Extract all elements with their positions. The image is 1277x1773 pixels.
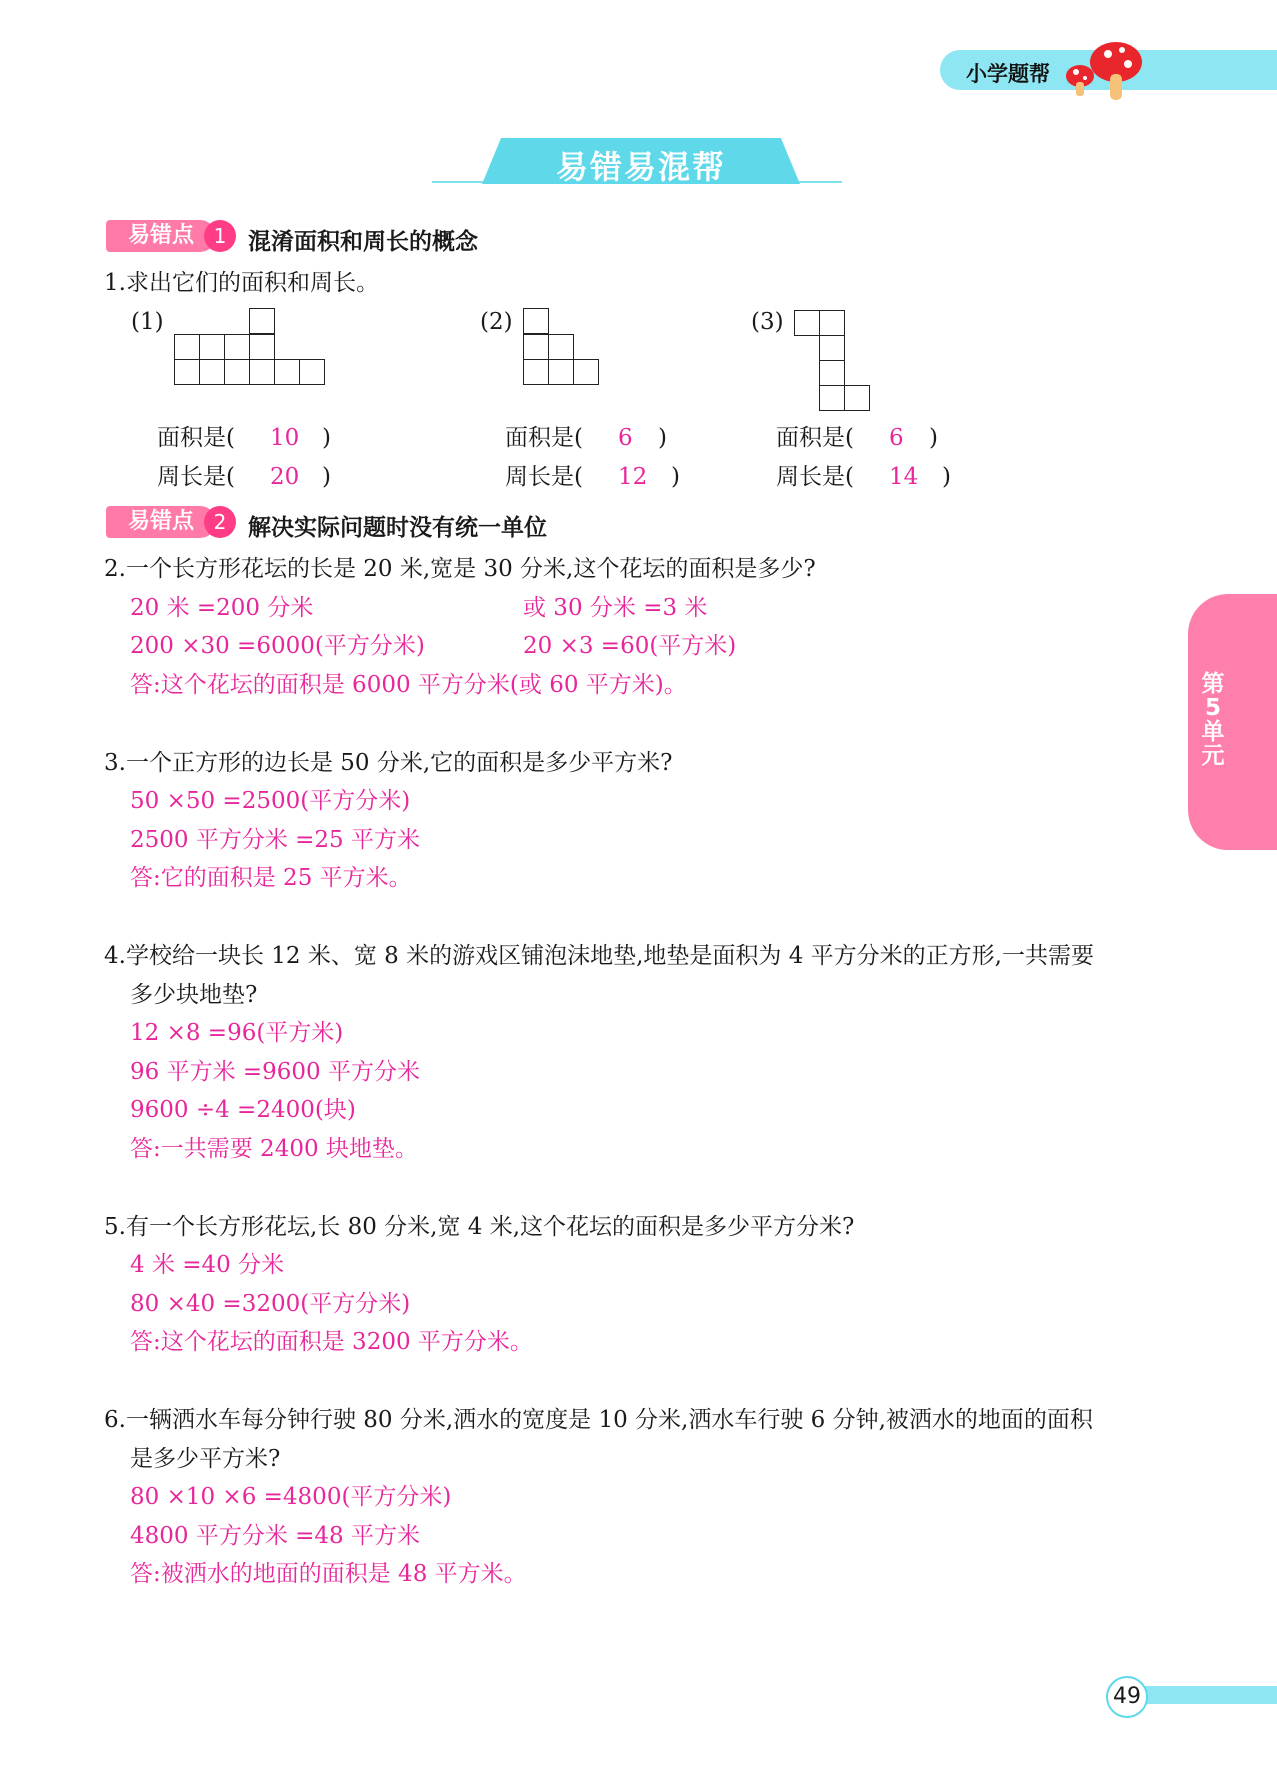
figure-1-grid	[174, 308, 334, 388]
figure-1-perim-label: 周长是(	[157, 464, 235, 490]
answer-line: 80 ×40 =3200(平方分米)	[130, 1291, 411, 1317]
answer-line: 96 平方米 =9600 平方分米	[130, 1059, 421, 1085]
error-point-number: 1	[204, 220, 236, 252]
question-2-stem: 2.一个长方形花坛的长是 20 米,宽是 30 分米,这个花坛的面积是多少?	[104, 556, 816, 582]
answer-line: 4800 平方分米 =48 平方米	[130, 1523, 421, 1549]
error-point-tag: 易错点	[106, 506, 216, 538]
figure-1-label: (1)	[131, 309, 164, 335]
figure-1-perim-close: )	[322, 464, 331, 490]
figure-2-perimeter: 12	[618, 464, 648, 490]
brand-name: 小学题帮	[966, 62, 1050, 86]
figure-1-perimeter: 20	[270, 464, 300, 490]
question-3-stem: 3.一个正方形的边长是 50 分米,它的面积是多少平方米?	[104, 750, 673, 776]
answer-line: 答:被洒水的地面的面积是 48 平方米。	[130, 1561, 527, 1587]
figure-2-label: (2)	[480, 309, 513, 335]
figure-2-perim-close: )	[671, 464, 680, 490]
error-point-title: 混淆面积和周长的概念	[248, 229, 478, 255]
figure-2-perim-label: 周长是(	[505, 464, 583, 490]
page-number: 49	[1106, 1676, 1148, 1718]
error-point-number: 2	[204, 506, 236, 538]
answer-line: 答:它的面积是 25 平方米。	[130, 865, 412, 891]
figure-3-area-close: )	[929, 425, 938, 451]
mushroom-icon	[1058, 34, 1148, 104]
answer-line: 200 ×30 =6000(平方分米)	[130, 633, 425, 659]
figure-1-area-label: 面积是(	[157, 425, 235, 451]
answer-line: 20 米 =200 分米	[130, 595, 314, 621]
question-6-stem-cont: 是多少平方米?	[130, 1446, 281, 1472]
figure-3-grid	[794, 310, 874, 414]
answer-line: 12 ×8 =96(平方米)	[130, 1020, 344, 1046]
error-point-title: 解决实际问题时没有统一单位	[248, 515, 547, 541]
question-6-stem: 6.一辆洒水车每分钟行驶 80 分米,洒水的宽度是 10 分米,洒水车行驶 6 分钟,被洒水的地面的面积	[104, 1407, 1093, 1433]
question-4-stem-cont: 多少块地垫?	[130, 982, 258, 1008]
figure-1-area: 10	[270, 425, 300, 451]
answer-line: 80 ×10 ×6 =4800(平方分米)	[130, 1484, 452, 1510]
error-point-tag: 易错点	[106, 220, 216, 252]
figure-3-perim-close: )	[942, 464, 951, 490]
answer-line: 答:一共需要 2400 块地垫。	[130, 1136, 418, 1162]
figure-3-perimeter: 14	[889, 464, 919, 490]
figure-2-area-label: 面积是(	[505, 425, 583, 451]
answer-line: 9600 ÷4 =2400(块)	[130, 1097, 356, 1123]
page-title: 易错易混帮	[555, 148, 726, 186]
question-1-stem: 1.求出它们的面积和周长。	[104, 270, 379, 296]
question-5-stem: 5.有一个长方形花坛,长 80 分米,宽 4 米,这个花坛的面积是多少平方分米?	[104, 1214, 855, 1240]
error-point-2-header	[106, 506, 606, 541]
answer-line: 或 30 分米 =3 米	[523, 595, 708, 621]
answer-line: 50 ×50 =2500(平方分米)	[130, 788, 411, 814]
figure-3-area-label: 面积是(	[776, 425, 854, 451]
figure-3-perim-label: 周长是(	[776, 464, 854, 490]
answer-line: 4 米 =40 分米	[130, 1252, 285, 1278]
answer-line: 2500 平方分米 =25 平方米	[130, 827, 421, 853]
figure-2-grid	[523, 308, 603, 388]
answer-line: 答:这个花坛的面积是 6000 平方分米(或 60 平方米)。	[130, 672, 687, 698]
unit-tab-label: 第5单元	[1201, 671, 1225, 769]
question-4-stem: 4.学校给一块长 12 米、宽 8 米的游戏区铺泡沫地垫,地垫是面积为 4 平方分米的正方形,一共需要	[104, 943, 1094, 969]
figure-3-area: 6	[889, 425, 904, 451]
error-point-1-header	[106, 220, 546, 255]
figure-1-area-close: )	[322, 425, 331, 451]
figure-2-area: 6	[618, 425, 633, 451]
answer-line: 答:这个花坛的面积是 3200 平方分米。	[130, 1329, 533, 1355]
answer-line: 20 ×3 =60(平方米)	[523, 633, 737, 659]
figure-3-label: (3)	[751, 309, 784, 335]
figure-2-area-close: )	[658, 425, 667, 451]
